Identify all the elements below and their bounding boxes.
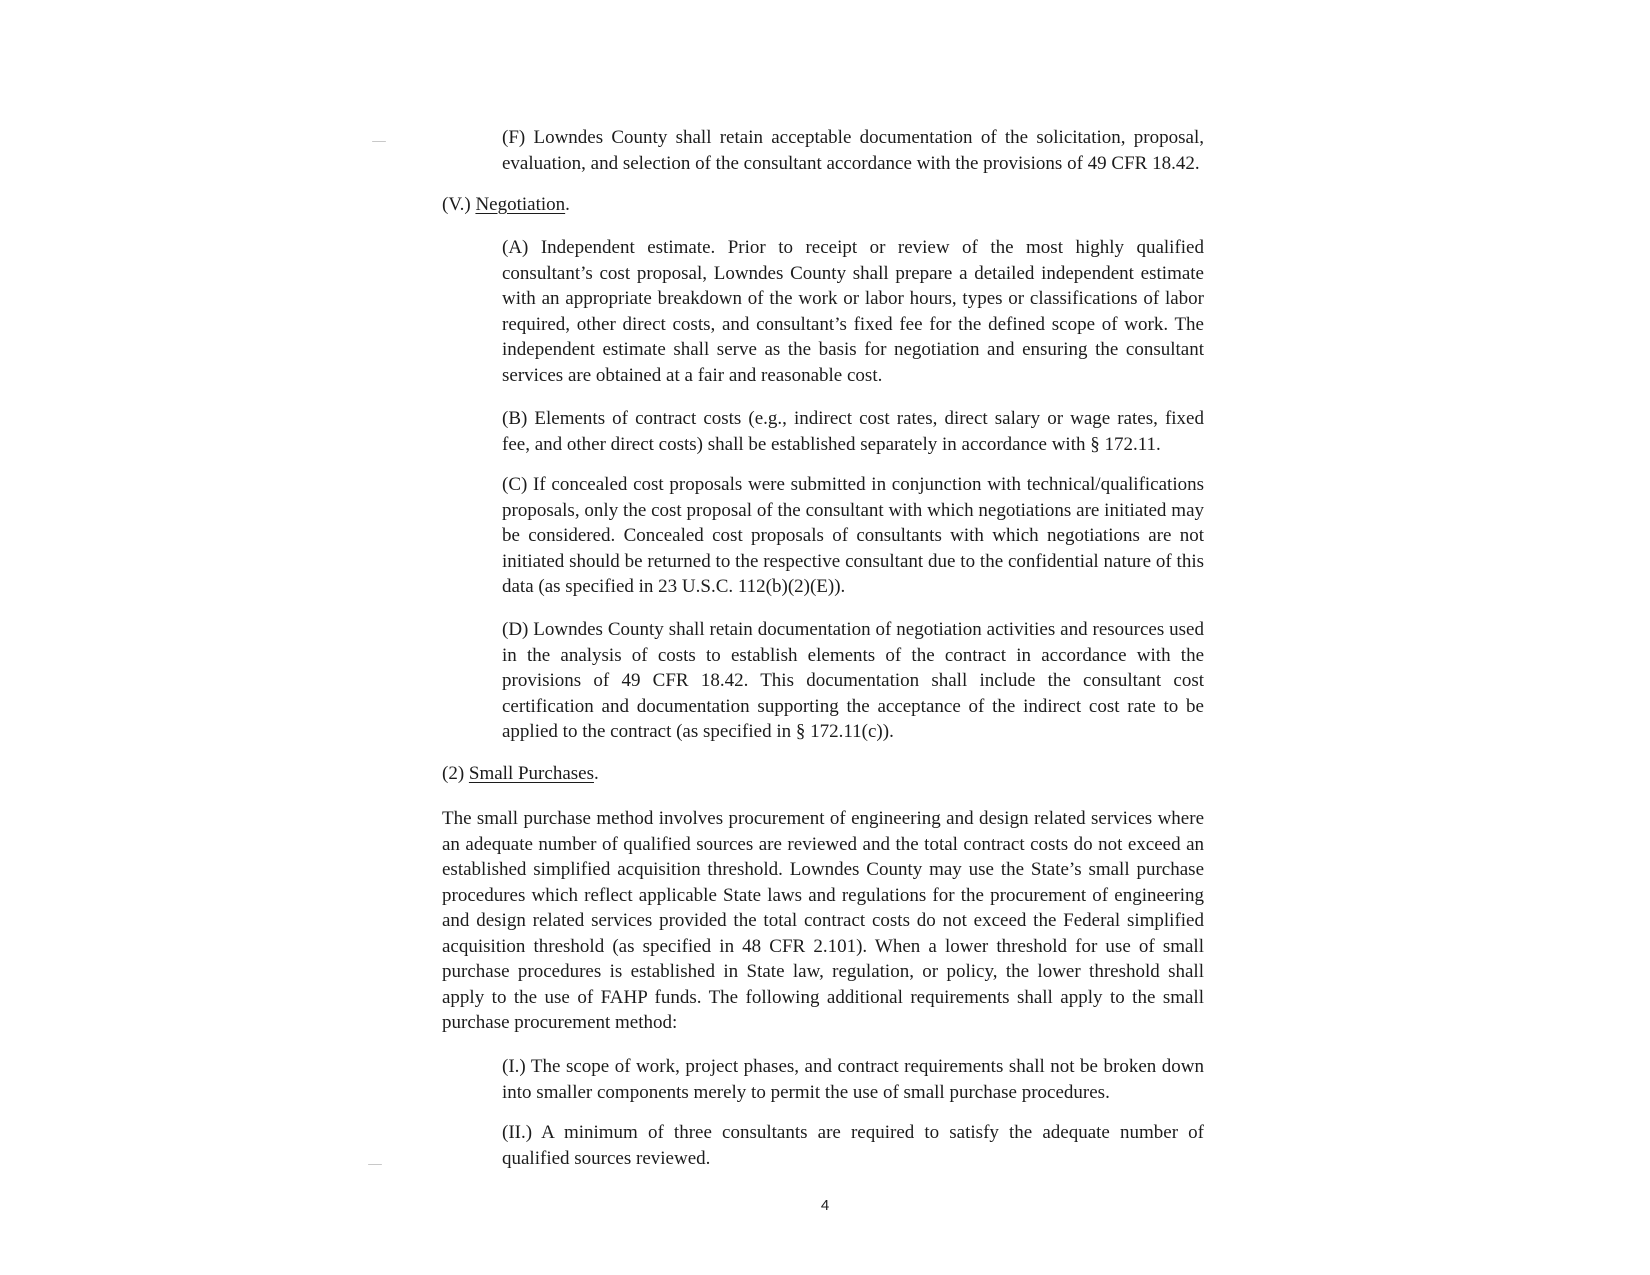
heading-small-purchases	[442, 761, 599, 786]
heading-small-purchases-prefix: (2)	[442, 763, 469, 784]
heading-negotiation-suffix: .	[565, 194, 570, 215]
paragraph-ii: (II.) A minimum of three consultants are required to satisfy the adequate number of qualified sources reviewed.	[502, 1122, 1204, 1169]
page-number: 4	[820, 1197, 830, 1214]
heading-negotiation-title: Negotiation	[475, 194, 566, 215]
scan-speck	[372, 141, 386, 142]
scan-speck	[368, 1164, 382, 1165]
paragraph-i: (I.) The scope of work, project phases, and contract requirements shall not be broken down into smaller components merely to permit the use of small purchase procedures.	[502, 1056, 1204, 1103]
paragraph-b: (B) Elements of contract costs (e.g., indirect cost rates, direct salary or wage rates, fixed fee, and other direct costs) shall be established separately in accordance with § 172.11.	[502, 408, 1204, 455]
paragraph-f: (F) Lowndes County shall retain acceptable documentation of the solicitation, proposal, evaluation, and selection of the consultant accordance with the provisions of 49 CFR 18.42.	[502, 127, 1204, 174]
heading-small-purchases-title: Small Purchases	[468, 763, 594, 784]
paragraph-d: (D) Lowndes County shall retain documentation of negotiation activities and resources used in the analysis of costs to establish elements of the contract in accordance with the provisions of 49 CFR 18.42. This documentation shall include the consultant cost certification and documentation supporting the acceptance of the indirect cost rate to be applied to the contract (as specified in § 172.11(c)).	[502, 619, 1204, 742]
paragraph-a: (A) Independent estimate. Prior to receipt or review of the most highly qualified consultant’s cost proposal, Lowndes County shall prepare a detailed independent estimate with an appropriate breakdown of the work or labor hours, types or classifications of labor required, other direct costs, and consultant’s fixed fee for the defined scope of work. The independent estimate shall serve as the basis for negotiation and ensuring the consultant services are obtained at a fair and reasonable cost.	[502, 237, 1204, 386]
heading-negotiation	[442, 192, 570, 217]
heading-small-purchases-suffix: .	[593, 763, 599, 784]
paragraph-c: (C) If concealed cost proposals were submitted in conjunction with technical/qualifications proposals, only the cost proposal of the consultant with which negotiations are initiated may be considered. Concealed cost proposals of consultants with which negotiations are not initiated should be returned to the respective consultant due to the confidential nature of this data (as specified in 23 U.S.C. 112(b)(2)(E)).	[502, 474, 1204, 597]
paragraph-small-purchase-method: The small purchase method involves procurement of engineering and design related services where an adequate number of qualified sources are reviewed and the total contract costs do not exceed an established simplified acquisition threshold. Lowndes County may use the State’s small purchase procedures which reflect applicable State laws and regulations for the procurement of engineering and design related services provided the total contract costs do not exceed the Federal simplified acquisition threshold (as specified in 48 CFR 2.101). When a lower threshold for use of small purchase procedures is established in State law, regulation, or policy, the lower threshold shall apply to the use of FAHP funds. The following additional requirements shall apply to the small purchase procurement method:	[442, 808, 1204, 1033]
heading-negotiation-prefix: (V.)	[442, 194, 476, 215]
